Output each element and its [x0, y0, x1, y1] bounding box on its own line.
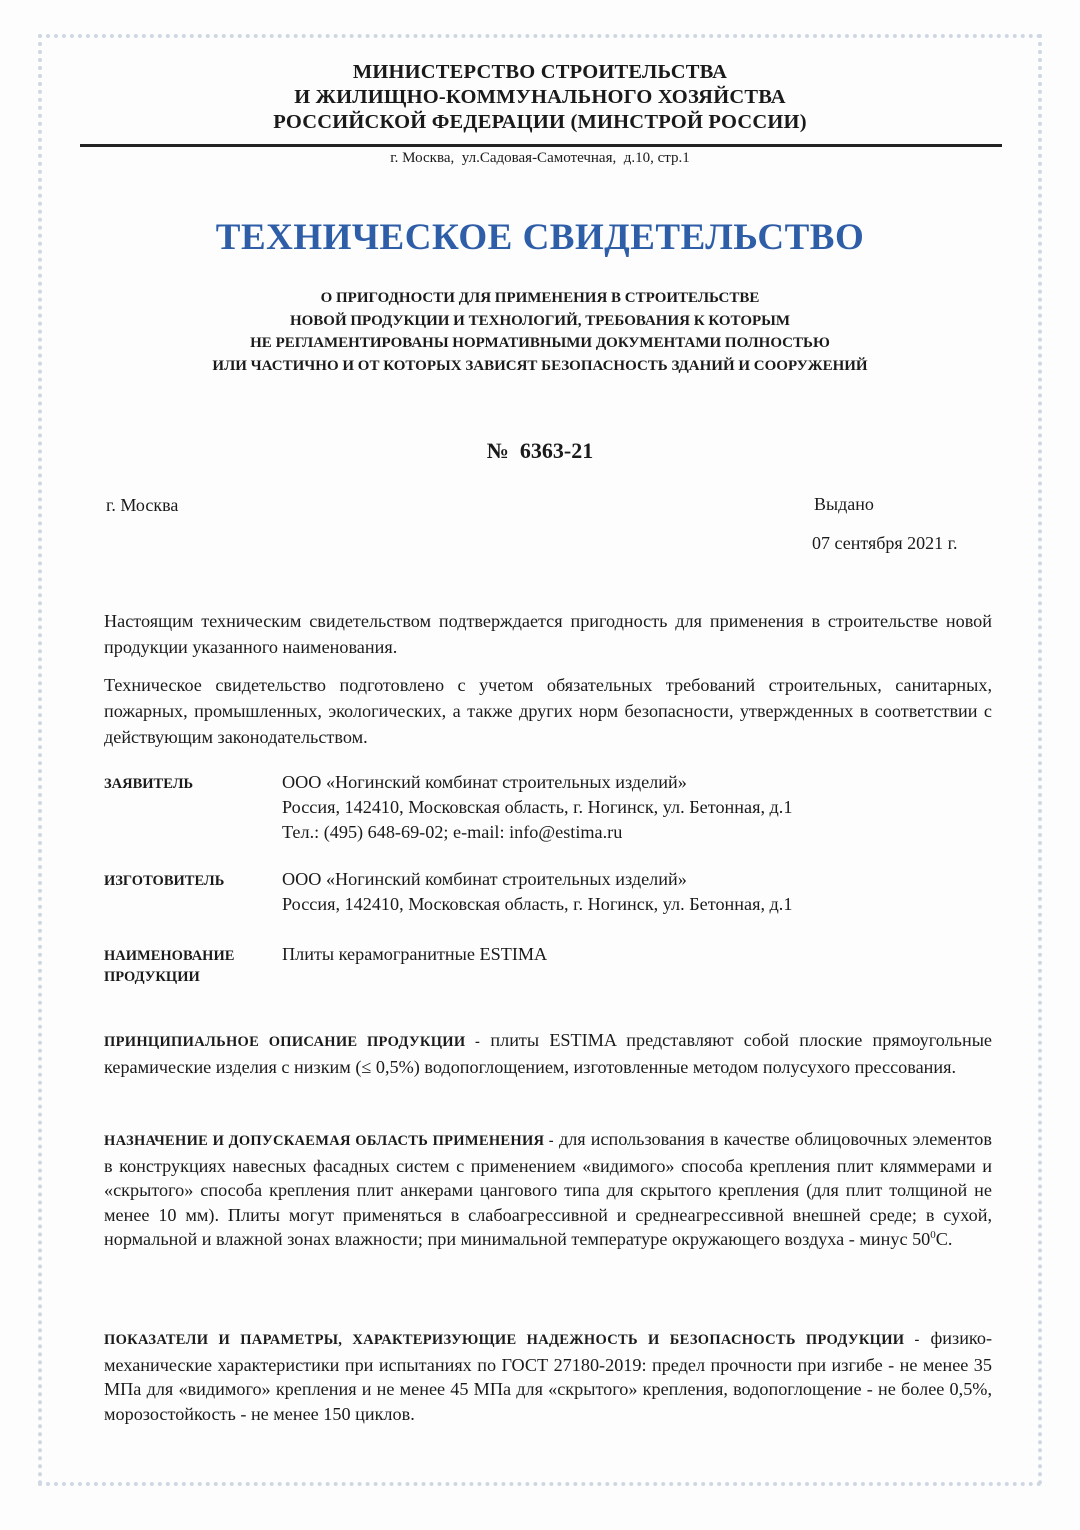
ministry-line-3: РОССИЙСКОЙ ФЕДЕРАЦИИ (МИНСТРОЙ РОССИИ) — [273, 111, 807, 133]
issue-city: г. Москва — [106, 495, 179, 515]
product-name: Плиты керамогранитные ESTIMA — [282, 944, 548, 964]
ministry-address: г. Москва, ул.Садовая-Самотечная, д.10, стр.1 — [390, 150, 690, 166]
ministry-header — [80, 60, 1000, 135]
document-title: ТЕХНИЧЕСКОЕ СВИДЕТЕЛЬСТВО — [215, 217, 865, 258]
certificate-number: № 6363-21 — [486, 438, 594, 463]
parameters-text: физико-механические характеристики при испытаниях по ГОСТ 27180-2019: предел прочности при изгибе - не менее 35 МПа для «видимого» крепления и не менее 45 МПа для «скрытого» крепления, водопоглощение - не более 0,5%, морозостойкость - не менее 150 циклов. — [104, 1328, 992, 1424]
description-text: плиты ESTIMA представляют собой плоские прямоугольные керамические изделия с низким (≤ 0,5%) водопоглощением, изготовленные методом полусухого прессования. — [104, 1030, 992, 1077]
ministry-line-2: И ЖИЛИЩНО-КОММУНАЛЬНОГО ХОЗЯЙСТВА — [294, 86, 786, 108]
issued-label: Выдано — [814, 494, 874, 514]
manufacturer-label: ИЗГОТОВИТЕЛЬ — [104, 873, 225, 889]
applicant-address: Россия, 142410, Московская область, г. Ногинск, ул. Бетонная, д.1 — [282, 797, 793, 817]
subtitle-line-3: НЕ РЕГЛАМЕНТИРОВАНЫ НОРМАТИВНЫМИ ДОКУМЕНТАМИ ПОЛНОСТЬЮ — [250, 335, 830, 351]
ministry-line-1: МИНИСТЕРСТВО СТРОИТЕЛЬСТВА — [352, 61, 728, 83]
header-divider — [80, 144, 1002, 147]
applicant-label: ЗАЯВИТЕЛЬ — [104, 776, 194, 792]
product-label — [104, 946, 274, 988]
purpose-heading: НАЗНАЧЕНИЕ И ДОПУСКАЕМАЯ ОБЛАСТЬ ПРИМЕНЕНИЯ - — [104, 1133, 554, 1149]
issued-date: 07 сентября 2021 г. — [812, 533, 958, 553]
description-heading: ПРИНЦИПИАЛЬНОЕ ОПИСАНИЕ ПРОДУКЦИИ - — [104, 1034, 481, 1050]
subtitle-line-4: ИЛИ ЧАСТИЧНО И ОТ КОТОРЫХ ЗАВИСЯТ БЕЗОПАСНОСТЬ ЗДАНИЙ И СООРУЖЕНИЙ — [212, 357, 868, 374]
product-label-line-2: ПРОДУКЦИИ — [104, 969, 200, 985]
parameters-section — [104, 1326, 992, 1426]
basis-paragraph: Техническое свидетельство подготовлено с учетом обязательных требований строительных, санитарных, пожарных, промышленных, экологических, а также других норм безопасности, утвержденных в соответствии с действующим законодательством. — [104, 675, 992, 747]
manufacturer-name: ООО «Ногинский комбинат строительных изделий» — [282, 869, 687, 889]
applicant-name: ООО «Ногинский комбинат строительных изделий» — [282, 772, 687, 792]
applicant-details — [282, 770, 792, 845]
manufacturer-address: Россия, 142410, Московская область, г. Ногинск, ул. Бетонная, д.1 — [282, 894, 793, 914]
subtitle-line-2: НОВОЙ ПРОДУКЦИИ И ТЕХНОЛОГИЙ, ТРЕБОВАНИЯ К КОТОРЫМ — [289, 312, 791, 329]
purpose-section — [104, 1127, 992, 1252]
purpose-text: для использования в качестве облицовочных элементов в конструкциях навесных фасадных систем с применением «видимого» способа крепления плит кляммерами и «скрытого» способа крепления плит анкерами цангового типа для скрытого крепления (для плит толщиной не менее 10 мм). Плиты могут применяться в слабоагрессивной и среднеагрессивной внешней среде; в сухой, нормальной и влажной зонах влажности; при минимальной температуре окружающего воздуха - минус 50 — [104, 1129, 992, 1249]
subtitle-line-1: О ПРИГОДНОСТИ ДЛЯ ПРИМЕНЕНИЯ В СТРОИТЕЛЬСТВЕ — [320, 290, 760, 306]
product-details — [282, 942, 547, 967]
document-subtitle — [80, 287, 1000, 377]
applicant-contacts: Тел.: (495) 648-69-02; e-mail: info@estima.ru — [282, 822, 623, 842]
purpose-tail: С. — [935, 1229, 953, 1249]
parameters-heading: ПОКАЗАТЕЛИ И ПАРАМЕТРЫ, ХАРАКТЕРИЗУЮЩИЕ НАДЕЖНОСТЬ И БЕЗОПАСНОСТЬ ПРОДУКЦИИ - — [104, 1332, 920, 1348]
description-section — [104, 1028, 992, 1079]
manufacturer-details — [282, 867, 792, 917]
degree-superscript: 0 — [930, 1228, 936, 1241]
product-label-line-1: НАИМЕНОВАНИЕ — [104, 948, 235, 964]
intro-paragraph: Настоящим техническим свидетельством подтверждается пригодность для применения в строительстве новой продукции указанного наименования. — [104, 611, 992, 657]
